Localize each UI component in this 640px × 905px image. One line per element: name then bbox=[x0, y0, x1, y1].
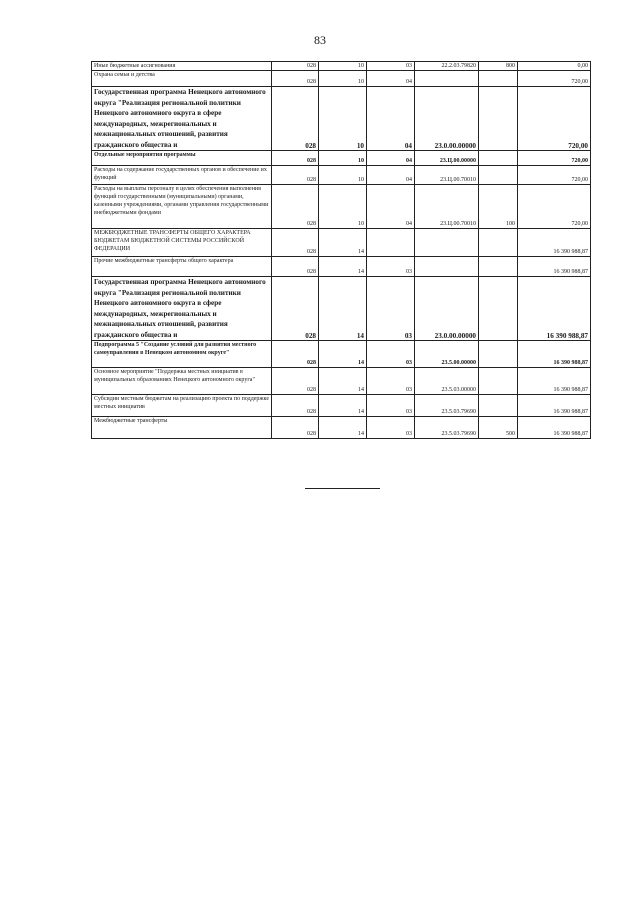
cell-rz: 10 bbox=[319, 185, 367, 229]
cell-csr: 23.0.00.00000 bbox=[415, 277, 479, 341]
cell-name: Государственная программа Ненецкого автономного округа "Реализация региональной политики Ненецкого автономного округа в сфере международных, межрегиональных и межнациональных отношений, развития гражданского общества и bbox=[92, 277, 272, 341]
cell-rz: 10 bbox=[319, 166, 367, 185]
cell-rz: 14 bbox=[319, 257, 367, 277]
cell-adm: 028 bbox=[272, 151, 319, 166]
cell-name: Основное мероприятие "Поддержка местных инициатив в муниципальных образованиях Ненецкого автономного округа" bbox=[92, 368, 272, 395]
cell-name: Отдельные мероприятия программы bbox=[92, 151, 272, 166]
cell-rz: 14 bbox=[319, 368, 367, 395]
cell-csr: 22.2.03.79820 bbox=[415, 62, 479, 71]
table-row bbox=[92, 87, 591, 151]
table-row bbox=[92, 185, 591, 229]
cell-csr: 23.Ц.00.70010 bbox=[415, 166, 479, 185]
cell-pr bbox=[367, 229, 415, 257]
cell-sum: 720,00 bbox=[518, 87, 591, 151]
cell-adm: 028 bbox=[272, 71, 319, 87]
cell-name: Иные бюджетные ассигнования bbox=[92, 62, 272, 71]
cell-pr: 04 bbox=[367, 166, 415, 185]
cell-csr: 23.5.00.00000 bbox=[415, 341, 479, 368]
cell-vr bbox=[479, 151, 518, 166]
cell-csr: 23.5.03.79690 bbox=[415, 395, 479, 417]
end-divider bbox=[305, 488, 380, 489]
cell-vr bbox=[479, 229, 518, 257]
cell-vr bbox=[479, 87, 518, 151]
cell-csr bbox=[415, 71, 479, 87]
cell-sum: 720,00 bbox=[518, 185, 591, 229]
cell-rz: 14 bbox=[319, 229, 367, 257]
table-row bbox=[92, 277, 591, 341]
cell-sum: 16 390 988,87 bbox=[518, 257, 591, 277]
cell-name: Расходы на содержание государственных органов и обеспечение их функций bbox=[92, 166, 272, 185]
cell-csr: 23.5.03.00000 bbox=[415, 368, 479, 395]
cell-pr: 03 bbox=[367, 395, 415, 417]
table-row bbox=[92, 62, 591, 71]
cell-adm: 028 bbox=[272, 368, 319, 395]
cell-adm: 028 bbox=[272, 166, 319, 185]
cell-sum: 16 390 988,87 bbox=[518, 395, 591, 417]
cell-csr: 23.Ц.00.70010 bbox=[415, 185, 479, 229]
cell-sum: 720,00 bbox=[518, 71, 591, 87]
cell-pr: 04 bbox=[367, 151, 415, 166]
cell-pr: 04 bbox=[367, 87, 415, 151]
cell-vr bbox=[479, 341, 518, 368]
table-row bbox=[92, 257, 591, 277]
cell-adm: 028 bbox=[272, 87, 319, 151]
cell-adm: 028 bbox=[272, 62, 319, 71]
table-row bbox=[92, 229, 591, 257]
cell-rz: 10 bbox=[319, 151, 367, 166]
cell-csr bbox=[415, 257, 479, 277]
cell-adm: 028 bbox=[272, 277, 319, 341]
cell-rz: 14 bbox=[319, 277, 367, 341]
cell-name: Прочие межбюджетные трансферты общего характера bbox=[92, 257, 272, 277]
cell-vr bbox=[479, 166, 518, 185]
cell-name: МЕЖБЮДЖЕТНЫЕ ТРАНСФЕРТЫ ОБЩЕГО ХАРАКТЕРА БЮДЖЕТАМ БЮДЖЕТНОЙ СИСТЕМЫ РОССИЙСКОЙ ФЕДЕРАЦИИ bbox=[92, 229, 272, 257]
cell-pr: 03 bbox=[367, 277, 415, 341]
cell-sum: 16 390 988,87 bbox=[518, 277, 591, 341]
cell-name: Субсидии местным бюджетам на реализацию проекта по поддержке местных инициатив bbox=[92, 395, 272, 417]
cell-pr: 03 bbox=[367, 257, 415, 277]
cell-sum: 16 390 988,87 bbox=[518, 229, 591, 257]
cell-rz: 14 bbox=[319, 417, 367, 439]
cell-sum: 720,00 bbox=[518, 166, 591, 185]
table-row bbox=[92, 151, 591, 166]
cell-pr: 03 bbox=[367, 341, 415, 368]
cell-name: Расходы на выплаты персоналу в целях обеспечения выполнения функций государственными (муниципальными) органами, казенными учреждениями, органами управления государственными внебюджетными фондами bbox=[92, 185, 272, 229]
cell-vr: 100 bbox=[479, 185, 518, 229]
cell-vr bbox=[479, 277, 518, 341]
cell-sum: 16 390 988,87 bbox=[518, 341, 591, 368]
cell-rz: 14 bbox=[319, 395, 367, 417]
cell-adm: 028 bbox=[272, 417, 319, 439]
table-row bbox=[92, 368, 591, 395]
cell-adm: 028 bbox=[272, 229, 319, 257]
table-row bbox=[92, 166, 591, 185]
cell-adm: 028 bbox=[272, 257, 319, 277]
table-row bbox=[92, 395, 591, 417]
cell-name: Охрана семьи и детства bbox=[92, 71, 272, 87]
cell-rz: 10 bbox=[319, 87, 367, 151]
page-number: 83 bbox=[314, 33, 326, 47]
cell-adm: 028 bbox=[272, 185, 319, 229]
cell-pr: 04 bbox=[367, 185, 415, 229]
cell-sum: 16 390 988,87 bbox=[518, 417, 591, 439]
cell-sum: 0,00 bbox=[518, 62, 591, 71]
cell-name: Государственная программа Ненецкого автономного округа "Реализация региональной политики Ненецкого автономного округа в сфере международных, межрегиональных и межнациональных отношений, развития гражданского общества и bbox=[92, 87, 272, 151]
table-row bbox=[92, 417, 591, 439]
cell-csr: 23.5.03.79690 bbox=[415, 417, 479, 439]
cell-csr: 23.0.00.00000 bbox=[415, 87, 479, 151]
cell-rz: 10 bbox=[319, 71, 367, 87]
cell-adm: 028 bbox=[272, 341, 319, 368]
cell-pr: 03 bbox=[367, 368, 415, 395]
cell-vr bbox=[479, 368, 518, 395]
cell-pr: 04 bbox=[367, 71, 415, 87]
cell-csr bbox=[415, 229, 479, 257]
cell-rz: 14 bbox=[319, 341, 367, 368]
cell-sum: 720,00 bbox=[518, 151, 591, 166]
budget-table bbox=[91, 61, 591, 439]
cell-vr: 500 bbox=[479, 417, 518, 439]
cell-pr: 03 bbox=[367, 62, 415, 71]
cell-vr bbox=[479, 257, 518, 277]
cell-vr: 800 bbox=[479, 62, 518, 71]
cell-adm: 028 bbox=[272, 395, 319, 417]
cell-sum: 16 390 988,87 bbox=[518, 368, 591, 395]
cell-rz: 10 bbox=[319, 62, 367, 71]
cell-name: Межбюджетные трансферты bbox=[92, 417, 272, 439]
cell-vr bbox=[479, 395, 518, 417]
table-row bbox=[92, 341, 591, 368]
cell-vr bbox=[479, 71, 518, 87]
cell-pr: 03 bbox=[367, 417, 415, 439]
cell-name: Подпрограмма 5 "Создание условий для развития местного самоуправления в Ненецком автономном округе" bbox=[92, 341, 272, 368]
cell-csr: 23.Ц.00.00000 bbox=[415, 151, 479, 166]
table-row bbox=[92, 71, 591, 87]
